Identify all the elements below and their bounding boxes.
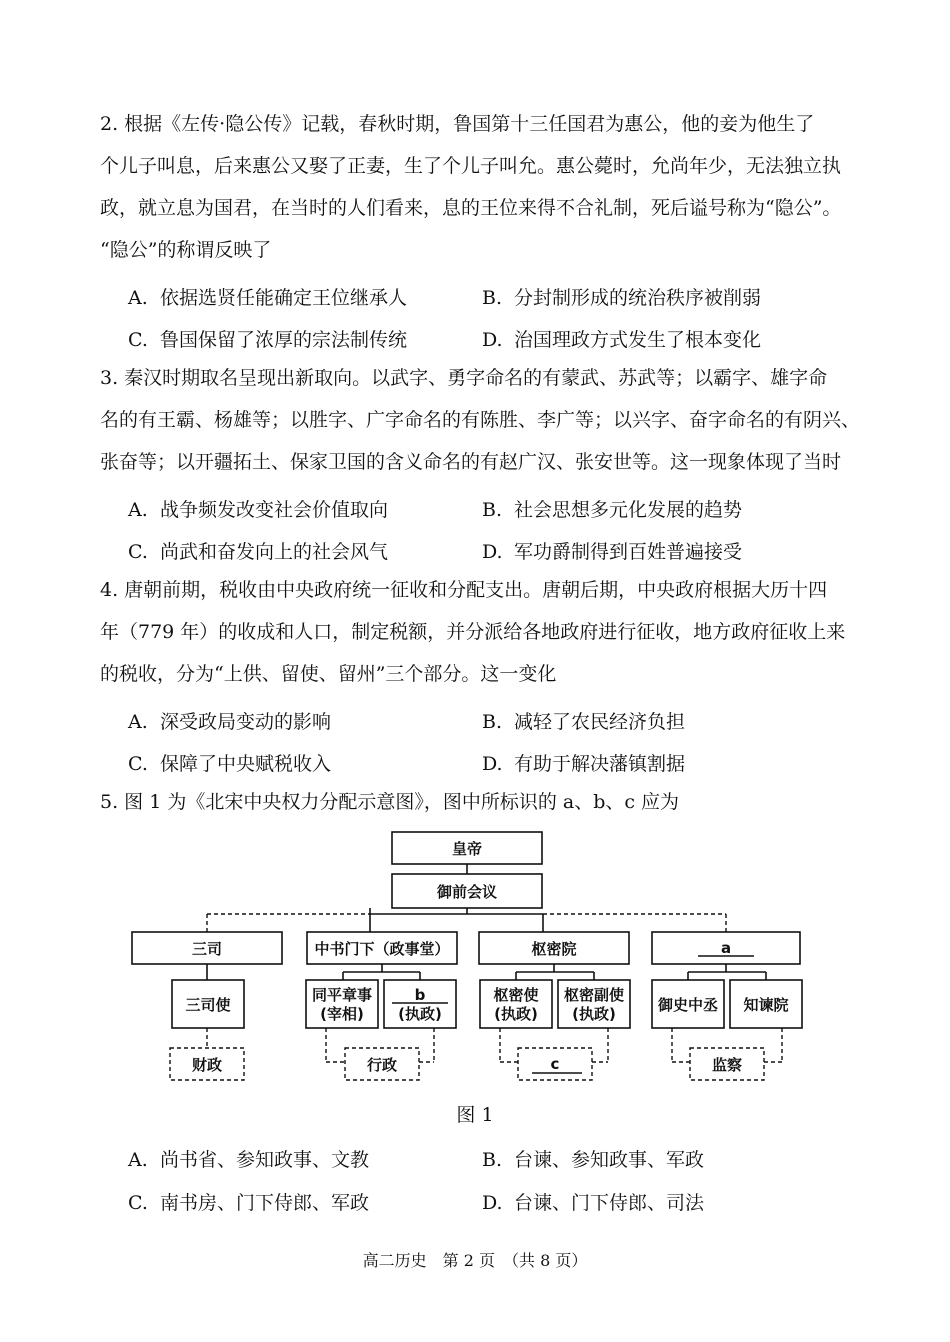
q5-option-d[interactable]: D. 台谏、门下侍郎、司法 [482, 1192, 705, 1214]
question-2-stem [100, 103, 860, 271]
q3-option-b[interactable]: B. 社会思想多元化发展的趋势 [482, 499, 743, 521]
q2-option-a[interactable]: A. 依据选贤任能确定王位继承人 [128, 287, 408, 309]
q3-option-d[interactable]: D. 军功爵制得到百姓普遍接受 [482, 541, 743, 563]
q3-option-a[interactable]: A. 战争频发改变社会价值取向 [128, 499, 389, 521]
figure-caption: 图 1 [456, 1104, 494, 1126]
q3-option-c[interactable]: C. 尚武和奋发向上的社会风气 [128, 541, 389, 563]
q4-option-d[interactable]: D. 有助于解决藩镇割据 [482, 753, 686, 775]
stem-line: 张奋等；以开疆拓土、保家卫国的含义命名的有赵广汉、张安世等。这一现象体现了当时 [100, 451, 842, 473]
b-label: b [414, 986, 426, 1004]
stem-line: “隐公”的称谓反映了 [100, 239, 272, 261]
q5-option-c[interactable]: C. 南书房、门下侍郎、军政 [128, 1192, 370, 1214]
q4-option-c[interactable]: C. 保障了中央赋税收入 [128, 753, 332, 775]
q5-option-a[interactable]: A. 尚书省、参知政事、文教 [128, 1149, 370, 1171]
shumi-shi-label-1: 枢密使 [493, 986, 539, 1004]
stem-line: 年（779 年）的收成和人口，制定税额，并分派给各地政府进行征收，地方政府征收上来 [100, 621, 846, 643]
shumi-fu-label-1: 枢密副使 [563, 986, 625, 1004]
zhijian-label: 知谏院 [743, 996, 789, 1014]
question-5-stem [100, 781, 860, 823]
q4-option-a[interactable]: A. 深受政局变动的影响 [128, 711, 332, 733]
council-label: 御前会议 [436, 883, 498, 901]
sansi-shi-label: 三司使 [185, 996, 231, 1014]
question-3-stem [100, 357, 860, 483]
tongping-label-2: (宰相) [320, 1005, 364, 1023]
shumi-fu-label-2: (执政) [572, 1005, 616, 1023]
question-4-stem [100, 569, 860, 695]
b-sub-label: (执政) [398, 1005, 442, 1023]
stem-line: 名的有王霸、杨雄等；以胜字、广字命名的有陈胜、李广等；以兴字、奋字命名的有阴兴、 [100, 409, 861, 431]
page-footer: 高二历史 第 2 页 （共 8 页） [362, 1251, 588, 1270]
jiancha-label: 监察 [711, 1056, 743, 1074]
stem-line: 4. 唐朝前期，税收由中央政府统一征收和分配支出。唐朝后期，中央政府根据大历十四 [100, 579, 828, 601]
stem-line: 3. 秦汉时期取名呈现出新取向。以武字、勇字命名的有蒙武、苏武等；以霸字、雄字命 [100, 367, 828, 389]
stem-line: 2. 根据《左传·隐公传》记载，春秋时期，鲁国第十三任国君为惠公，他的妾为他生了 [100, 113, 815, 135]
emperor-label: 皇帝 [451, 840, 483, 858]
q5-option-b[interactable]: B. 台谏、参知政事、军政 [482, 1149, 705, 1171]
power-distribution-diagram [0, 820, 950, 1100]
sansi-label: 三司 [191, 940, 223, 958]
yushi-label: 御史中丞 [657, 996, 719, 1014]
zhongshu-label: 中书门下（政事堂） [314, 940, 450, 958]
c-label: c [550, 1055, 560, 1073]
stem-line: 政，就立息为国君，在当时的人们看来，息的王位来得不合礼制，死后谥号称为“隐公”。 [100, 197, 842, 219]
caizheng-label: 财政 [191, 1056, 223, 1074]
shumi-shi-label-2: (执政) [494, 1005, 538, 1023]
a-label: a [720, 939, 732, 957]
xingzheng-label: 行政 [366, 1056, 398, 1074]
shumi-label: 枢密院 [531, 940, 577, 958]
q4-option-b[interactable]: B. 减轻了农民经济负担 [482, 711, 686, 733]
stem-line: 5. 图 1 为《北宋中央权力分配示意图》，图中所标识的 a、b、c 应为 [100, 791, 680, 813]
tongping-label-1: 同平章事 [311, 986, 373, 1004]
q2-option-d[interactable]: D. 治国理政方式发生了根本变化 [482, 329, 762, 351]
q2-option-c[interactable]: C. 鲁国保留了浓厚的宗法制传统 [128, 329, 408, 351]
stem-line: 的税收，分为“上供、留使、留州”三个部分。这一变化 [100, 663, 557, 685]
q2-option-b[interactable]: B. 分封制形成的统治秩序被削弱 [482, 287, 762, 309]
stem-line: 个儿子叫息，后来惠公又娶了正妻，生了个儿子叫允。惠公薨时，允尚年少，无法独立执 [100, 155, 842, 177]
